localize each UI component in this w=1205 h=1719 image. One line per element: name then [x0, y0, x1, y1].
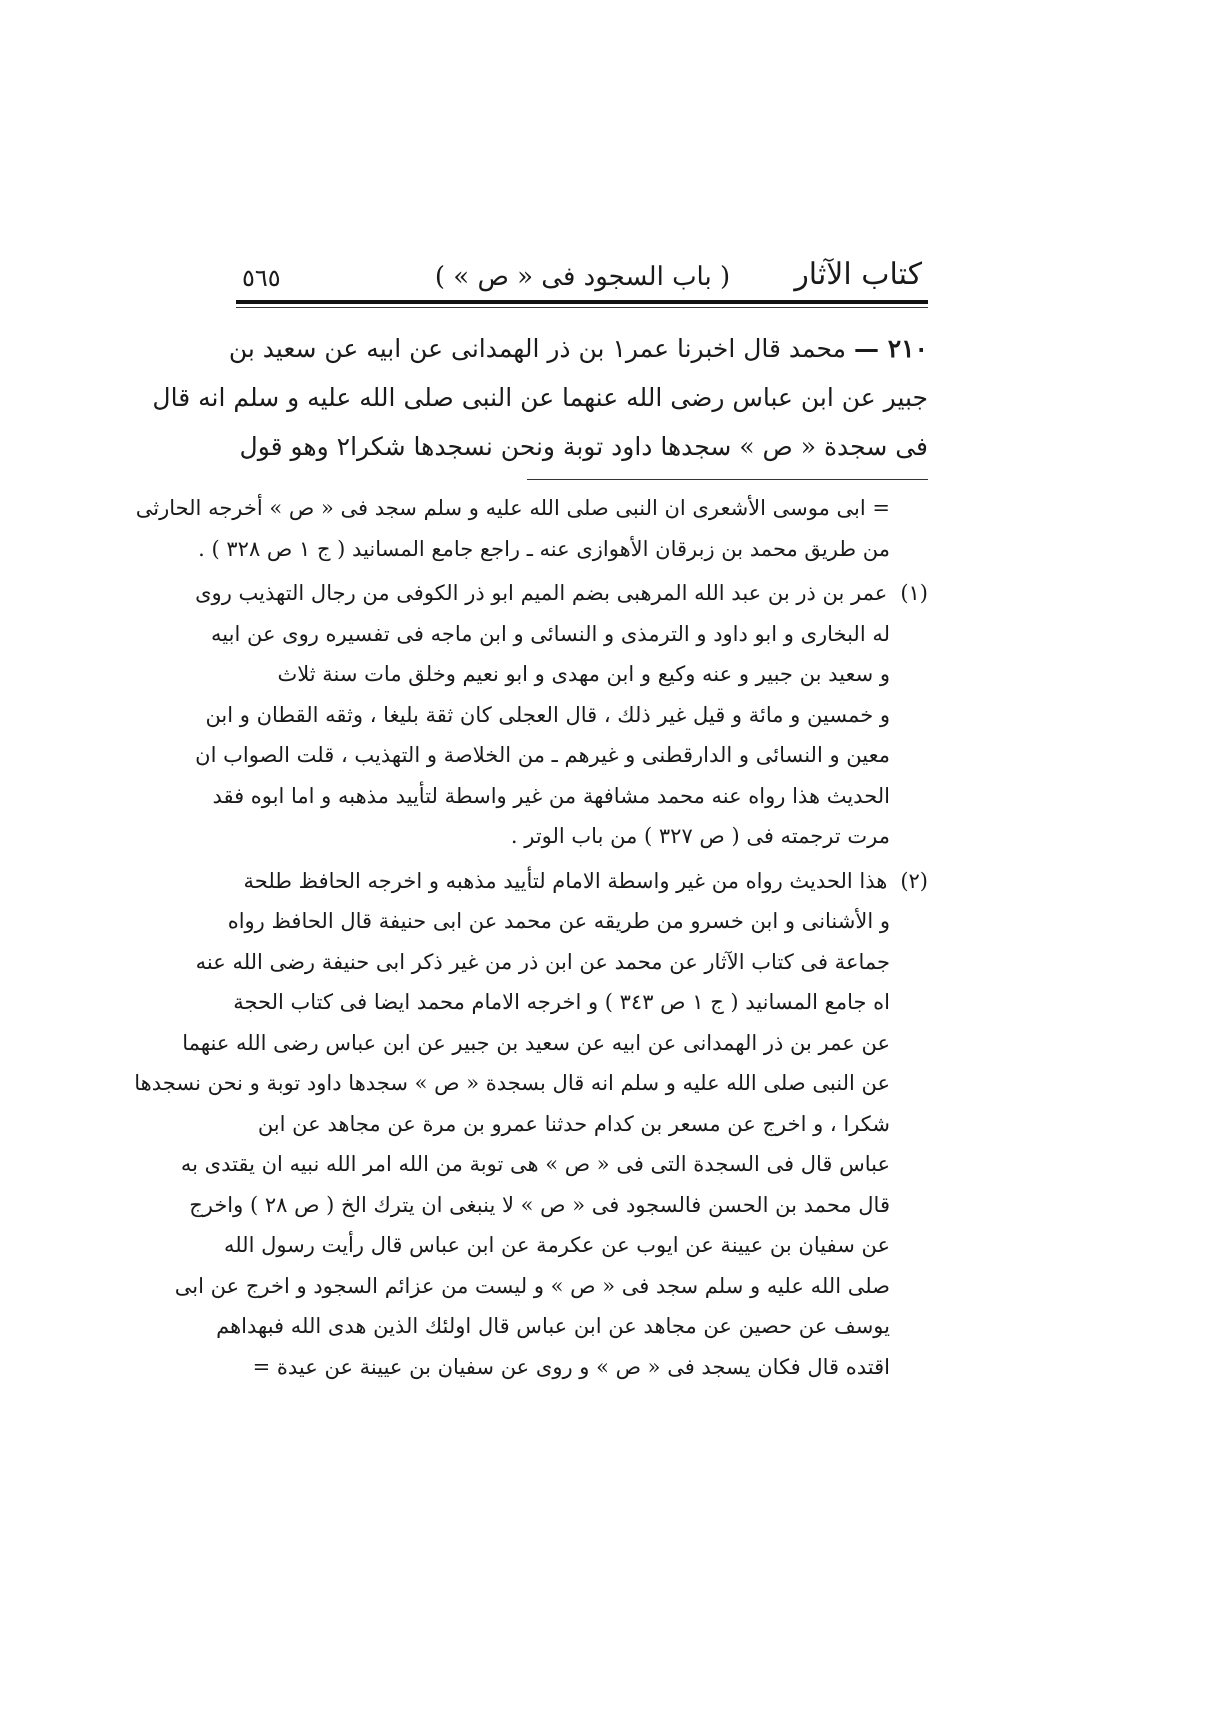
- footnote-marker: (١): [900, 581, 928, 605]
- footnotes: [134, 488, 928, 1387]
- book-title: كتاب الآثار: [794, 257, 922, 292]
- footnote-1: (١) عمر بن ذر بن عبد الله المرهبى بضم الميم ابو ذر الكوفى من رجال التهذيب روى له البخارى و ابو داود و الترمذى و النسائى و ابن ماجه فى تفسيره روى عن ابيه و سعيد بن جبير و عنه وكيع و ابن مهدى و ابو نعيم وخلق مات سنة ثلاث و خمسين و مائة و قيل غير ذلك ، قال العجلى كان ثقة بليغا ، وثقه القطان و ابن معين و النسائى و الدارقطنى و غيرهم ـ من الخلاصة و التهذيب ، قلت الصواب ان الحديث هذا رواه عنه محمد مشافهة من غير واسطة لتأييد مذهبه و اما ابوه فقد مرت ترجمته فى ( ص ٣٢٧ ) من باب الوتر .: [236, 573, 928, 857]
- running-header: [236, 246, 928, 290]
- page-number: ٥٦٥: [242, 264, 281, 292]
- hadith-text: [152, 324, 928, 471]
- hadith-line: جبير عن ابن عباس رضى الله عنهما عن النبى صلى الله عليه و سلم انه قال: [152, 383, 928, 412]
- header-rule-thin: [236, 307, 928, 308]
- book-page: [134, 246, 928, 1391]
- hadith-line: فى سجدة « ص » سجدها داود توبة ونحن نسجدها شكرا٢ وهو قول: [239, 432, 928, 461]
- footnote-rule: [527, 479, 928, 480]
- hadith-line: ٢١٠ — محمد قال اخبرنا عمر١ بن ذر الهمدانى عن ابيه عن سعيد بن: [228, 334, 928, 363]
- hadith-number: ٢١٠ —: [853, 334, 928, 363]
- chapter-title: ( باب السجود فى « ص » ): [434, 262, 731, 292]
- footnote-2: (٢) هذا الحديث رواه من غير واسطة الامام لتأييد مذهبه و اخرجه الحافظ طلحة و الأشنانى و ابن خسرو من طريقه عن محمد عن ابى حنيفة قال الحافظ رواه جماعة فى كتاب الآثار عن محمد عن ابن ذر من غير ذكر ابى حنيفة رضى الله عنه اه جامع المسانيد ( ج ١ ص ٣٤٣ ) و اخرجه الامام محمد ايضا فى كتاب الحجة عن عمر بن ذر الهمدانى عن ابيه عن سعيد بن جبير عن ابن عباس رضى الله عنهما عن النبى صلى الله عليه و سلم انه قال بسجدة « ص » سجدها داود توبة و نحن نسجدها شكرا ، و اخرج عن مسعر بن كدام حدثنا عمرو بن مرة عن مجاهد عن ابن عباس قال فى السجدة التى فى « ص » هى توبة من الله امر الله نبيه ان يقتدى به قال محمد بن الحسن فالسجود فى « ص » لا ينبغى ان يترك الخ ( ص ٢٨ ) واخرج عن سفيان بن عيينة عن ايوب عن عكرمة عن ابن عباس قال رأيت رسول الله صلى الله عليه و سلم سجد فى « ص » و ليست من عزائم السجود و اخرج عن ابى يوسف عن حصين عن مجاهد عن ابن عباس قال اولئك الذين هدى الله فبهداهم اقتده قال فكان يسجد فى « ص » و روى عن سفيان بن عيينة عن عيدة =: [236, 861, 928, 1388]
- footnote-marker: (٢): [900, 868, 928, 893]
- header-rule: [236, 300, 928, 304]
- footnote-continuation: = ابى موسى الأشعرى ان النبى صلى الله عليه و سلم سجد فى « ص » أخرجه الحارثى من طريق محمد بن زبرقان الأهوازى عنه ـ راجع جامع المسانيد ( ج ١ ص ٣٢٨ ) .: [135, 496, 890, 561]
